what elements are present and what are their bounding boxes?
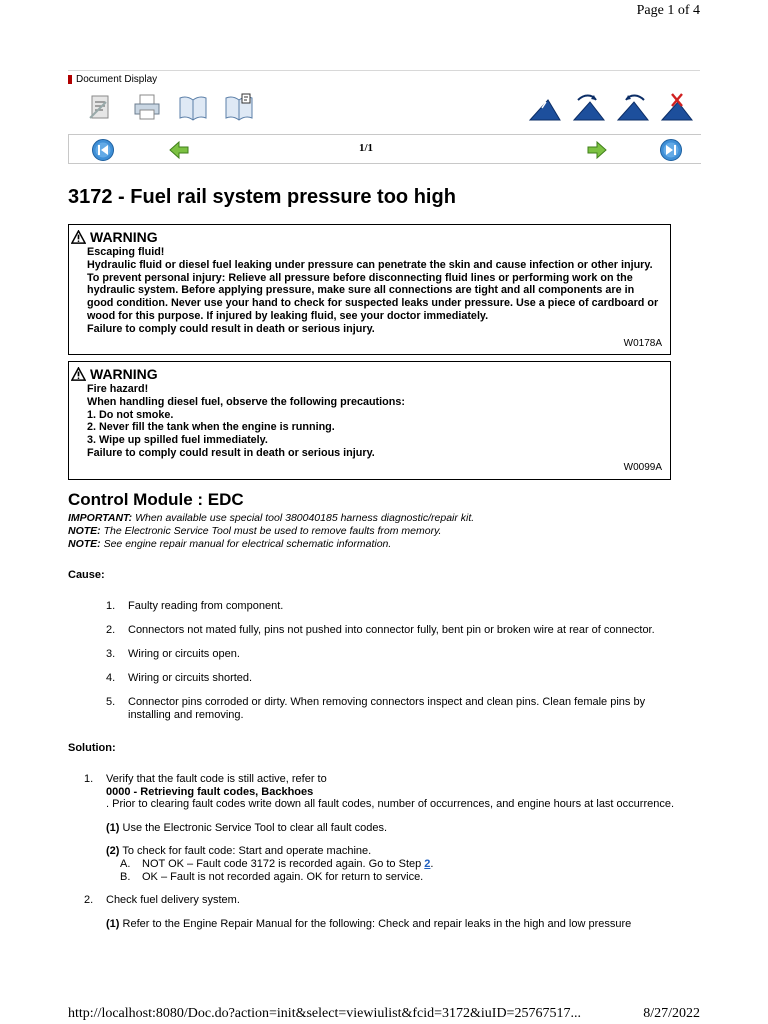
sub-step	[106, 845, 684, 858]
warning-triangle-icon	[71, 230, 86, 244]
cause-text: Faulty reading from component.	[128, 600, 284, 612]
option-text: NOT OK – Fault code 3172 is recorded again. Go to Step	[142, 857, 422, 870]
notes-block	[68, 512, 474, 551]
option-letter: B.	[120, 870, 131, 883]
warning-box-fire-hazard	[68, 361, 671, 480]
sub-step-marker: (1)	[106, 821, 120, 834]
sub-step-text: Use the Electronic Service Tool to clear all fault codes.	[122, 821, 388, 834]
header-divider	[68, 70, 700, 71]
step-intro: Verify that the fault code is still active, refer to	[106, 773, 327, 785]
warning-heading	[71, 366, 662, 382]
note	[68, 525, 474, 538]
warning-box-escaping-fluid	[68, 224, 671, 355]
cause-text: Wiring or circuits open.	[128, 648, 240, 660]
cause-list	[106, 600, 686, 733]
note-label: NOTE:	[68, 525, 101, 537]
warning-line: Failure to comply could result in death or serious injury.	[87, 322, 375, 335]
note-text: See engine repair manual for electrical schematic information.	[103, 538, 392, 550]
page-counter: 1/1	[359, 142, 374, 154]
note	[68, 538, 474, 551]
warning-line: When handling diesel fuel, observe the following precautions:	[87, 395, 405, 408]
flag-back-icon[interactable]	[616, 92, 650, 122]
document-header	[68, 74, 157, 85]
page-title: 3172 - Fuel rail system pressure too high	[68, 186, 456, 208]
cause-text: Wiring or circuits shorted.	[128, 672, 253, 684]
list-item: 3. Wiring or circuits open.	[106, 648, 240, 660]
flag-icon[interactable]	[528, 92, 562, 122]
print-icon[interactable]	[130, 92, 164, 122]
warning-line: Hydraulic fluid or diesel fuel leaking under pressure can penetrate the skin and cause infection or other injury. To prevent personal injury: Relieve all pressure before disconnecting fluid lines or performing work on the hydraulic system. Before applying pressure, make sure all connections are tight and all components are in good condition. Never use your hand to check for suspected leaks under pressure. Use a piece of cardboard or wood for this purpose. If injured by leaking fluid, see your doctor immediately.	[87, 258, 659, 322]
last-page-icon[interactable]	[659, 138, 683, 162]
solution-list	[84, 773, 684, 930]
cause-label: Cause:	[68, 569, 105, 581]
option-not-ok	[120, 858, 684, 871]
notepad-icon[interactable]	[84, 92, 118, 122]
list-item: 4. Wiring or circuits shorted.	[106, 672, 253, 684]
header-marker-icon	[68, 75, 72, 84]
warning-heading-text: WARNING	[90, 366, 158, 382]
warning-line: Escaping fluid!	[87, 246, 165, 258]
step-number: 2.	[84, 894, 94, 907]
toolbar-left	[84, 92, 256, 122]
warning-heading	[71, 229, 662, 245]
solution-step-1	[84, 773, 684, 883]
solution-step-2	[84, 894, 684, 930]
sub-step-marker: (2)	[106, 845, 120, 858]
note-text: When available use special tool 380040185 harness diagnostic/repair kit.	[135, 512, 475, 524]
note-text: The Electronic Service Tool must be used to remove faults from memory.	[103, 525, 442, 537]
option-ok	[120, 871, 684, 884]
step-after-text: . Prior to clearing fault codes write down all fault codes, number of occurrences, and engine hours at last occurrence.	[106, 798, 675, 811]
page-number: Page 1 of 4	[636, 3, 700, 18]
footer-date: 8/27/2022	[643, 1006, 700, 1021]
step-text: Check fuel delivery system.	[106, 894, 240, 907]
fault-code-reference-link[interactable]: 0000 - Retrieving fault codes, Backhoes	[106, 785, 314, 798]
note-label: IMPORTANT:	[68, 512, 133, 524]
warning-heading-text: WARNING	[90, 229, 158, 245]
warning-line: 2. Never fill the tank when the engine is running.	[87, 421, 335, 434]
flag-clear-icon[interactable]	[660, 92, 694, 122]
warning-line: Fire hazard!	[87, 383, 149, 395]
flag-forward-icon[interactable]	[572, 92, 606, 122]
warning-line: Failure to comply could result in death or serious injury.	[87, 446, 375, 459]
previous-page-icon[interactable]	[167, 138, 191, 162]
option-end: .	[430, 857, 434, 870]
next-page-icon[interactable]	[585, 138, 609, 162]
first-page-icon[interactable]	[91, 138, 115, 162]
sub-step	[106, 822, 684, 835]
option-text: OK – Fault is not recorded again. OK for return to service.	[142, 870, 424, 883]
sub-step-options	[106, 858, 684, 883]
sub-step-marker: (1)	[106, 917, 120, 930]
go-to-step-2-link[interactable]: 2	[424, 857, 431, 870]
open-book-icon[interactable]	[176, 92, 210, 122]
step-number: 1.	[84, 773, 94, 785]
warning-code: W0099A	[623, 461, 662, 473]
sub-step-text: Refer to the Engine Repair Manual for the following: Check and repair leaks in the high and low pressure	[122, 917, 632, 930]
warning-code: W0178A	[623, 337, 662, 349]
warning-line: 1. Do not smoke.	[87, 408, 174, 421]
list-item: 1. Faulty reading from component.	[106, 600, 284, 612]
section-title: Control Module : EDC	[68, 490, 244, 509]
note-label: NOTE:	[68, 538, 101, 550]
book-bookmark-icon[interactable]	[222, 92, 256, 122]
cause-text: Connectors not mated fully, pins not pushed into connector fully, bent pin or broken wire at rear of connector.	[128, 624, 655, 636]
footer-url: http://localhost:8080/Doc.do?action=init&select=viewiulist&fcid=3172&iuID=25767517...	[68, 1006, 581, 1021]
sub-step	[106, 918, 684, 931]
warning-triangle-icon	[71, 367, 86, 381]
warning-line: 3. Wipe up spilled fuel immediately.	[87, 434, 268, 447]
option-letter: A.	[120, 857, 131, 870]
toolbar-right	[528, 92, 694, 122]
page-navigation-bar	[68, 134, 701, 164]
document-header-title: Document Display	[76, 74, 158, 85]
list-item: 2. Connectors not mated fully, pins not pushed into connector fully, bent pin or broken wire at rear of connector.	[106, 624, 655, 636]
cause-text: Connector pins corroded or dirty. When removing connectors inspect and clean pins. Clean female pins by installing and removing.	[128, 696, 646, 721]
sub-step-text: To check for fault code: Start and operate machine.	[122, 845, 372, 858]
solution-label: Solution:	[68, 742, 116, 754]
note-important	[68, 512, 474, 525]
list-item: 5. Connector pins corroded or dirty. When removing connectors inspect and clean pins. Clean female pins by installing and removing.	[106, 696, 646, 721]
